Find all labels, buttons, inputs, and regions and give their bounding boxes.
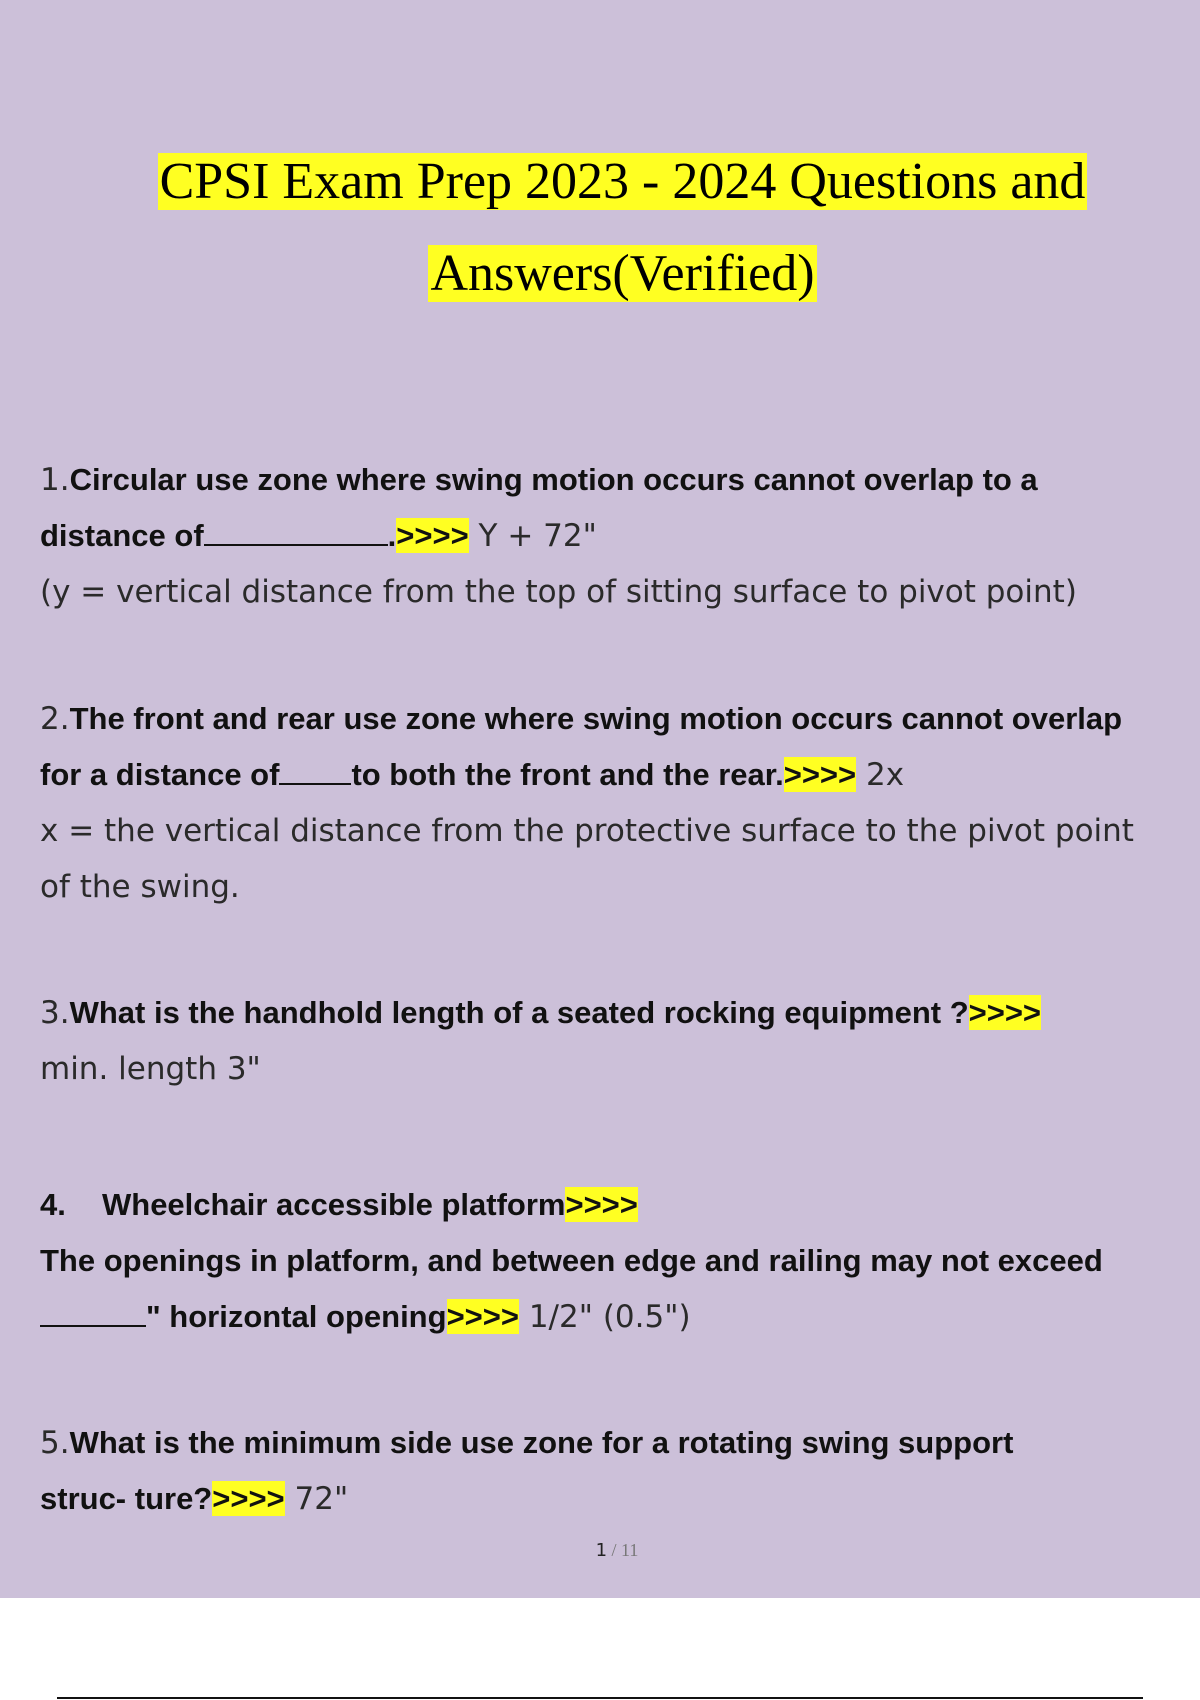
question-text: What is the handhold length of a seated rocking equipment ? (69, 995, 969, 1030)
question-number: 3. (40, 995, 70, 1031)
answer-text: min. length 3" (40, 1051, 261, 1087)
answer-marker: >>>> (783, 757, 857, 792)
answer-marker: >>>> (968, 995, 1042, 1030)
title-line-1: CPSI Exam Prep 2023 - 2024 Questions and (159, 153, 1086, 210)
answer-blank (40, 1299, 146, 1327)
answer-text: 72" (284, 1481, 349, 1517)
question-text: Circular use zone where swing motion occurs cannot overlap to a (69, 462, 1038, 497)
answer-marker: >>>> (446, 1299, 519, 1334)
question-text: The front and rear use zone where swing motion occurs cannot overlap (69, 701, 1123, 736)
question-number: 1. (40, 462, 70, 498)
answer-note: (y = vertical distance from the top of sitting surface to pivot point) (40, 574, 1077, 610)
question-text: . (387, 518, 397, 553)
answer-note: x = the vertical distance from the protective surface to the pivot point (40, 813, 1134, 849)
answer-marker: >>>> (212, 1481, 285, 1516)
question-text: distance of (40, 518, 204, 553)
question-3 (40, 985, 1190, 1097)
question-number: 4. (40, 1187, 66, 1222)
question-heading: Wheelchair accessible platform (102, 1187, 566, 1222)
question-text: " horizontal opening (146, 1299, 447, 1334)
question-5 (40, 1415, 1190, 1527)
answer-blank (204, 518, 388, 546)
question-number: 2. (40, 701, 70, 737)
question-4 (40, 1177, 1190, 1345)
answer-marker: >>>> (396, 518, 469, 553)
document-title (0, 136, 1200, 320)
answer-note: of the swing. (40, 869, 240, 905)
question-1 (40, 452, 1190, 620)
title-line-2: Answers(Verified) (430, 245, 815, 302)
answer-text: 2x (856, 757, 905, 793)
current-page: 1 (595, 1540, 608, 1561)
question-text: The openings in platform, and between edge and railing may not exceed (40, 1243, 1103, 1278)
answer-blank (279, 757, 351, 785)
question-text: struc- ture? (40, 1481, 213, 1516)
question-2 (40, 691, 1190, 915)
question-text: What is the minimum side use zone for a rotating swing support (69, 1425, 1014, 1460)
page-number (0, 1540, 1200, 1561)
question-text: for a distance of (40, 757, 280, 792)
answer-marker: >>>> (565, 1187, 638, 1222)
answer-text: 1/2" (0.5") (518, 1299, 691, 1335)
question-number: 5. (40, 1425, 70, 1461)
total-pages: / 11 (607, 1540, 639, 1560)
divider (57, 1697, 1143, 1699)
answer-text: Y + 72" (468, 518, 597, 554)
question-text: to both the front and the rear. (351, 757, 784, 792)
